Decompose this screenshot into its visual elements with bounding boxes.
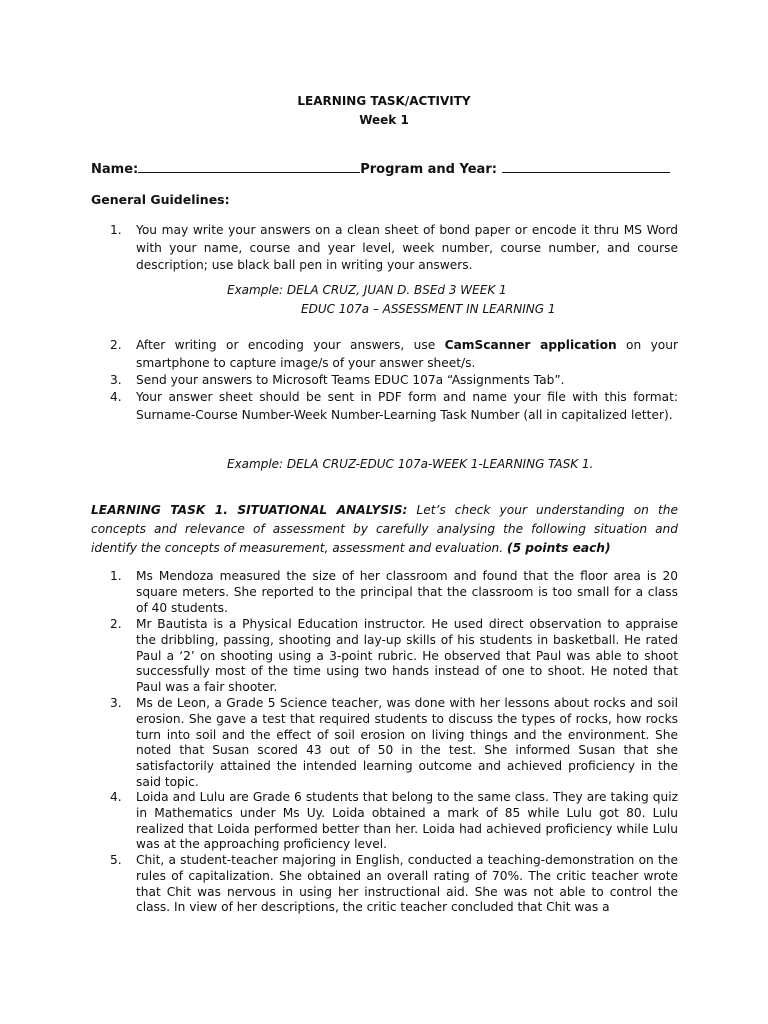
situation-text: Ms de Leon, a Grade 5 Science teacher, was done with her lessons about rocks and soil erosion. She gave a test that required students to discuss the types of rocks, how rocks turn into soil and the effect of soil erosion on living things and the environment. She noted that Susan scored 43 out of 50 in the test. She informed Susan that she satisfactorily attained the intended learning outcome and achieved proficiency in the said topic.: [136, 696, 678, 789]
task-intro-text: Let’s check your understanding on the concepts and relevance of assessment by carefully analysing the following situation and identify the concepts of measurement, assessment and evaluation.: [91, 503, 678, 555]
guideline-number: 2.: [110, 338, 122, 352]
situation-text: Chit, a student-teacher majoring in English, conducted a teaching-demonstration on the rules of capitalization. She obtained an overall rating of 70%. The critic teacher wrote that Chit was nervous in using her instructional aid. She was not able to control the class. In view of her descriptions, the critic teacher concluded that Chit was a: [136, 853, 678, 915]
example-filename-line1: Example: DELA CRUZ, JUAN D. BSEd 3 WEEK 1: [227, 283, 507, 297]
task-points: (5 points each): [507, 541, 611, 555]
situation-number: 3.: [110, 696, 122, 710]
name-program-row: [91, 160, 670, 177]
guideline-item: [112, 337, 678, 372]
situation-number: 5.: [110, 853, 122, 867]
task-heading: LEARNING TASK 1. SITUATIONAL ANALYSIS:: [91, 503, 408, 517]
week-label: Week 1: [359, 113, 409, 127]
situation-item: [112, 569, 678, 616]
situation-text: Ms Mendoza measured the size of her classroom and found that the floor area is 20 square meters. She reported to the principal that the classroom is too small for a class of 40 students.: [136, 569, 678, 615]
learning-task-intro: [91, 501, 678, 558]
situation-item: [112, 617, 678, 696]
situation-number: 4.: [110, 790, 122, 804]
guideline-item: [112, 389, 678, 424]
camscanner-app-name: CamScanner application: [444, 338, 617, 352]
situation-item: [112, 853, 678, 916]
situation-text: Loida and Lulu are Grade 6 students that belong to the same class. They are taking quiz in Mathematics under Ms Uy. Loida obtained a mark of 85 while Lulu got 80. Lulu realized that Loida performed better than her. Loida had achieved proficiency while Lulu was at the approaching proficiency level.: [136, 790, 678, 852]
guideline-item: [112, 222, 678, 275]
situation-item: [112, 790, 678, 853]
guidelines-heading: General Guidelines:: [91, 192, 230, 207]
guideline-number: 3.: [110, 373, 122, 387]
document-title: LEARNING TASK/ACTIVITY: [297, 94, 471, 108]
program-year-label: Program and Year:: [360, 162, 497, 177]
situation-number: 2.: [110, 617, 122, 631]
name-label: Name:: [91, 162, 139, 177]
guideline-number: 1.: [110, 223, 122, 237]
situation-text: Mr Bautista is a Physical Education instructor. He used direct observation to appraise the dribbling, passing, shooting and lay-up skills of his students in basketball. He rated Paul a ‘2’ on shooting using a 3-point rubric. He observed that Paul was able to shoot successfully most of the time using two hands instead of one to shoot. He noted that Paul was a fair shooter.: [136, 617, 678, 695]
guideline-text: Your answer sheet should be sent in PDF form and name your file with this format: Surname-Course Number-Week Number-Learning Task Number (all in capitalized letter).: [136, 390, 678, 422]
situation-number: 1.: [110, 569, 122, 583]
guideline-item: [112, 372, 678, 390]
program-year-blank-line: [502, 160, 670, 173]
situation-item: [112, 696, 678, 791]
example-filename-line2: EDUC 107a – ASSESSMENT IN LEARNING 1: [301, 302, 556, 316]
guideline-number: 4.: [110, 390, 122, 404]
example-filename-format: Example: DELA CRUZ-EDUC 107a-WEEK 1-LEARNING TASK 1.: [227, 457, 594, 471]
guideline-text: You may write your answers on a clean sheet of bond paper or encode it thru MS Word with your name, course and year level, week number, course number, and course description; use black ball pen in writing your answers.: [136, 223, 678, 272]
guideline-text: After writing or encoding your answers, use CamScanner application on your smartphone to capture image/s of your answer sheet/s.: [136, 338, 678, 370]
name-blank-line: [138, 160, 360, 173]
guideline-text: Send your answers to Microsoft Teams EDUC 107a “Assignments Tab”.: [136, 373, 565, 387]
